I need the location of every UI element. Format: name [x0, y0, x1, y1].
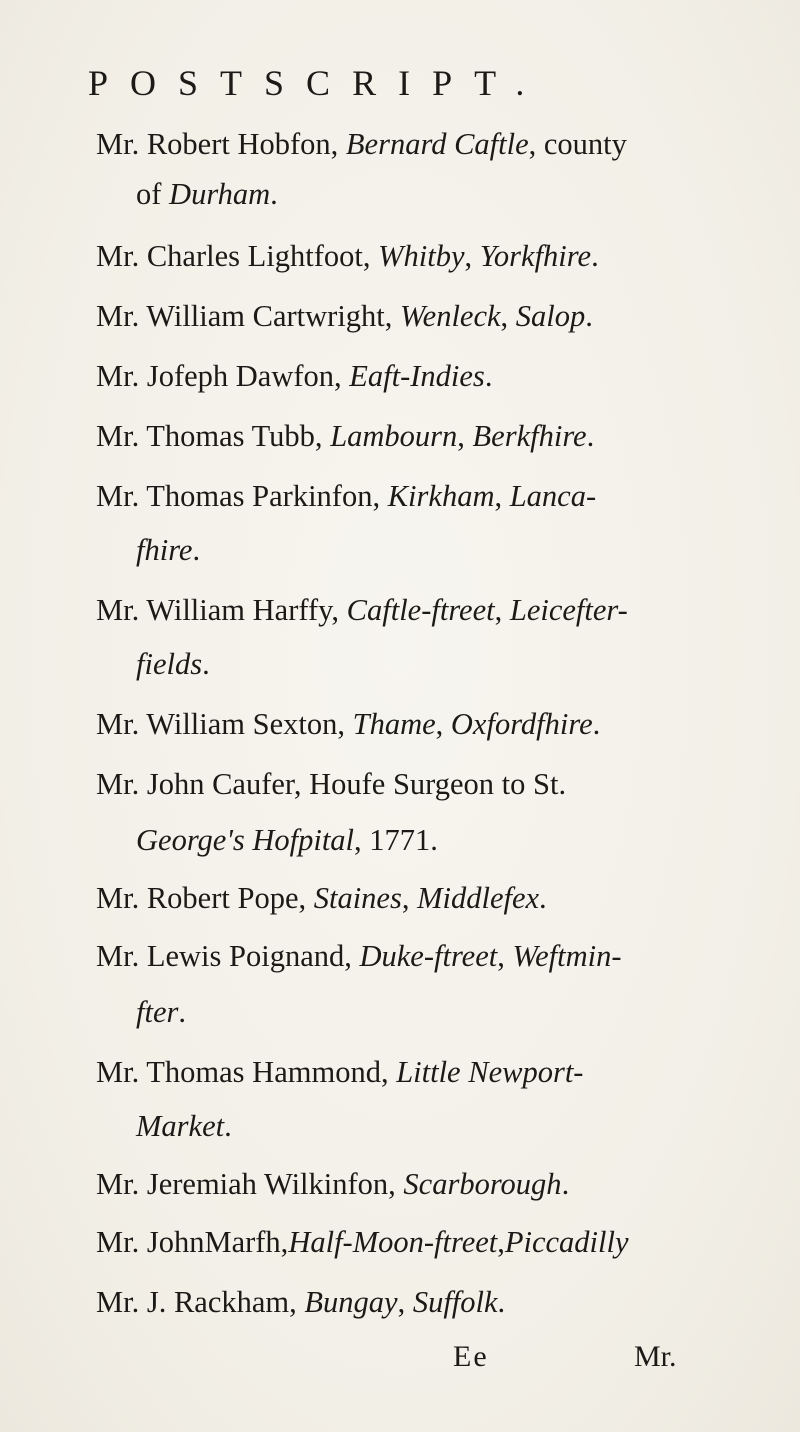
list-item [96, 1166, 569, 1202]
entry-name: Mr. Robert Hobfon, [96, 127, 339, 161]
entry-rest: , county [528, 127, 627, 161]
entry-rest: . [270, 177, 278, 211]
entry-rest: . [539, 881, 547, 915]
entry-name: Mr. J. Rackham, [96, 1285, 297, 1319]
entry-place: Lambourn [330, 419, 458, 453]
entry-place: Kirkham [387, 479, 495, 513]
list-item [96, 298, 593, 334]
entry-place: Berkfhire [472, 419, 587, 453]
entry-place: Scarborough [403, 1167, 562, 1201]
entry-rest: . [202, 647, 210, 681]
entry-rest: . [561, 1167, 570, 1201]
list-item [96, 126, 627, 162]
entry-place: Thame [352, 707, 436, 741]
entry-rest: , [464, 239, 480, 273]
entry-place: Market [136, 1109, 225, 1143]
entry-place: Little Newport- [396, 1055, 584, 1089]
list-item [96, 706, 600, 742]
entry-place: Yorkfhire [479, 239, 592, 273]
list-item [96, 1054, 583, 1090]
entry-rest: . [592, 707, 601, 741]
entry-place: fields [136, 647, 203, 681]
list-item [96, 1284, 505, 1320]
list-item [96, 478, 596, 514]
entry-rest: . [497, 1285, 506, 1319]
entry-name: Mr. Jeremiah Wilkinfon, [96, 1167, 396, 1201]
entry-place: fhire [136, 533, 193, 567]
entry-place: Lanca- [509, 479, 597, 513]
signature-mark: Ee [453, 1340, 489, 1373]
entry-place: Wenleck [400, 299, 501, 333]
entry-name: Mr. Thomas Tubb, [96, 419, 323, 453]
entry-rest: , [401, 881, 418, 915]
list-item [96, 880, 547, 916]
entry-place: Suffolk [412, 1285, 498, 1319]
entry-rest: , [497, 939, 513, 973]
entry-place: Half-Moon-ftreet [288, 1225, 498, 1259]
entry-place: Eaft-Indies [349, 359, 485, 393]
entry-rest: , 1771. [354, 823, 438, 857]
entry-place: George's Hofpital [136, 823, 355, 857]
entry-name: Mr. Lewis Poignand, [96, 939, 352, 973]
entry-name: Mr. William Sexton, [96, 707, 345, 741]
entry-rest: , [494, 593, 510, 627]
entry-place: Oxfordfhire [450, 707, 593, 741]
entry-rest: , [494, 479, 510, 513]
entry-name: Mr. Thomas Hammond, [96, 1055, 389, 1089]
entry-name: Mr. JohnMarfh, [96, 1225, 289, 1259]
entry-name: Mr. Jofeph Dawfon, [96, 359, 342, 393]
entry-rest: , [500, 299, 516, 333]
entry-rest: . [484, 359, 493, 393]
entry-rest: , [435, 707, 451, 741]
list-item [136, 822, 438, 858]
list-item [96, 592, 628, 628]
list-item [96, 418, 594, 454]
entry-place: Durham [169, 177, 271, 211]
entry-rest: . [224, 1109, 232, 1143]
entry-rest: . [591, 239, 599, 273]
entry-rest: , [457, 419, 473, 453]
list-item [136, 532, 200, 568]
entry-name: Mr. John Caufer, Houfe Surgeon to St. [96, 767, 567, 801]
entry-place: Duke-ftreet [359, 939, 498, 973]
list-item [96, 766, 566, 802]
entry-place: Whitby [378, 239, 465, 273]
entry-rest: . [586, 419, 595, 453]
entry-rest: . [585, 299, 593, 333]
entry-place: Bungay [304, 1285, 398, 1319]
list-item [96, 938, 621, 974]
entry-place: Weftmin- [512, 939, 622, 973]
entry-rest: . [192, 533, 201, 567]
entry-place: Staines [313, 881, 402, 915]
entry-place: Leicefter- [509, 593, 628, 627]
list-item [136, 1108, 232, 1144]
entry-place: Bernard Caftle [345, 127, 529, 161]
list-item [136, 176, 278, 212]
list-item [96, 358, 492, 394]
entry-name: Mr. Robert Pope, [96, 881, 307, 915]
entry-place: Middlefex [417, 881, 540, 915]
list-item [96, 238, 599, 274]
entry-place: fter [136, 995, 179, 1029]
catchword: Mr. [634, 1340, 677, 1373]
list-item [96, 1224, 629, 1260]
page-title: POSTSCRIPT. [88, 63, 547, 103]
entry-place: Caftle-ftreet [346, 593, 495, 627]
entry-place: Salop [515, 299, 586, 333]
list-item [136, 994, 186, 1030]
entry-rest: , [497, 1225, 505, 1259]
entry-rest: of [136, 177, 170, 211]
entry-name: Mr. William Harffy, [96, 593, 340, 627]
entry-place: Piccadilly [504, 1225, 629, 1259]
entry-name: Mr. Charles Lightfoot, [96, 239, 371, 273]
entry-rest: , [397, 1285, 413, 1319]
list-item [136, 646, 210, 682]
entry-name: Mr. William Cartwright, [96, 299, 393, 333]
entry-name: Mr. Thomas Parkinfon, [96, 479, 381, 513]
entry-rest: . [178, 995, 186, 1029]
